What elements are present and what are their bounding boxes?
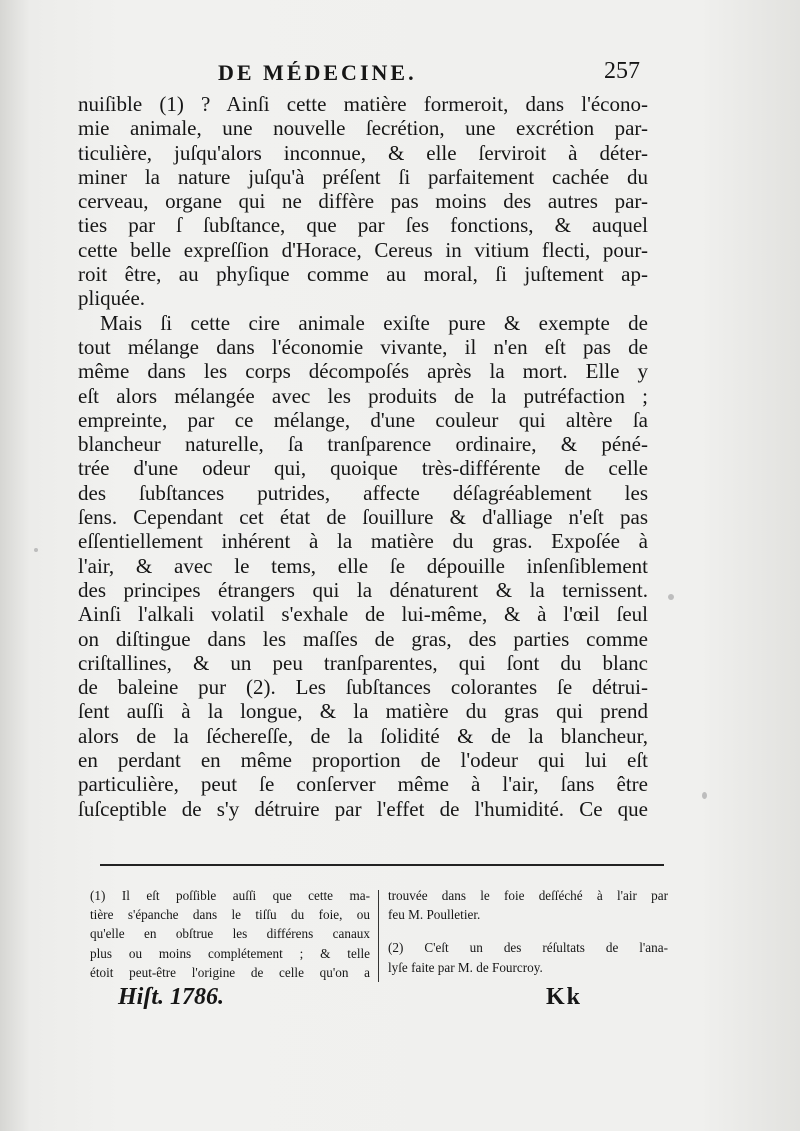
footnote-line: plus ou moins complétement ; & telle [90, 945, 370, 961]
text-line: ſuſceptible de s'y détruire par l'effet de l'humidité. Ce que [78, 796, 648, 821]
footnote-line: trouvée dans le foie deſſéché à l'air par [388, 888, 668, 903]
text-line: de baleine pur (2). Les ſubſtances colorantes ſe détrui- [78, 675, 648, 700]
paper-speck [34, 548, 38, 552]
text-line: mie animale, une nouvelle ſecrétion, une excrétion par- [78, 116, 648, 141]
text-line: empreinte, par ce mélange, d'une couleur qui altère ſa [78, 407, 648, 432]
text-line: pliquée. [78, 286, 146, 311]
text-line: miner la nature juſqu'à préſent ſi parfaitement cachée du [78, 164, 648, 189]
footnote-gap [388, 924, 668, 938]
paper-speck [702, 792, 707, 799]
footnote-line: (2) C'eſt un des réſultats de l'ana- [388, 940, 668, 956]
page-number: 257 [604, 58, 640, 84]
text-line: particulière, peut ſe conſerver même à l'air, ſans être [78, 772, 648, 797]
text-line: des principes étrangers qui la dénaturent & la ternissent. [78, 577, 648, 602]
footnote-column-divider [378, 890, 379, 982]
footnote-line: tière s'épanche dans le tiſſu du foie, ou [90, 907, 370, 923]
footnote-line: qu'elle en obſtrue les différens canaux [90, 926, 370, 942]
text-line: Mais ſi cette cire animale exiſte pure & exempte de [100, 310, 648, 335]
footnote-line: (1) Il eſt poſſible auſſi que cette ma- [90, 888, 370, 903]
text-line: Ainſi l'alkali volatil s'exhale de lui-même, & à l'œil ſeul [78, 602, 648, 627]
text-line: cette belle expreſſion d'Horace, Cereus in vitium flecti, pour- [78, 237, 648, 262]
footnote-left-column [90, 886, 370, 982]
text-line: roit être, au phyſique comme au moral, ſi juſtement ap- [78, 262, 648, 287]
main-text [78, 92, 648, 821]
text-line: trée d'une odeur qui, quoique très-différente de celle [78, 456, 648, 481]
footnote-rule [100, 864, 664, 866]
text-line: on diſtingue dans les maſſes de gras, des parties comme [78, 626, 648, 651]
text-line: ſent auſſi à la longue, & la matière du gras qui prend [78, 699, 648, 724]
text-line: blancheur naturelle, ſa tranſparence ordinaire, & péné- [78, 432, 648, 457]
text-line: cerveau, organe qui ne diffère pas moins des autres par- [78, 189, 648, 214]
page-header [0, 58, 800, 92]
text-line: eſſentiellement inhérent à la matière du gras. Expoſée à [78, 529, 648, 554]
footnote-line: feu M. Poulletier. [388, 907, 481, 923]
text-line: tout mélange dans l'économie vivante, il n'en eſt pas de [78, 334, 648, 359]
text-line: alors de la ſéchereſſe, de la ſolidité & de la blancheur, [78, 723, 648, 748]
paper-speck [668, 594, 674, 600]
text-line: criſtallines, & un peu tranſparentes, qui ſont du blanc [78, 650, 648, 675]
text-line: en perdant en même proportion de l'odeur qui lui eſt [78, 748, 648, 773]
text-line: l'air, & avec le tems, elle ſe dépouille inſenſiblement [78, 553, 648, 578]
text-line: ſens. Cependant cet état de ſouillure & d'alliage n'eſt pas [78, 505, 648, 530]
footnote-right-column [388, 886, 668, 977]
text-line: ties par ſ ſubſtance, que par ſes fonctions, & auquel [78, 213, 648, 238]
text-line: des ſubſtances putrides, affecte déſagréablement les [78, 480, 648, 505]
text-line: ticulière, juſqu'alors inconnue, & elle ſerviroit à déter- [78, 140, 648, 165]
signature-left: Hiſt. 1786. [118, 984, 224, 1010]
footnote-line: lyſe faite par M. de Fourcroy. [388, 959, 543, 975]
text-line: nuiſible (1) ? Ainſi cette matière formeroit, dans l'écono- [78, 92, 648, 116]
running-head: DE MÉDECINE. [218, 60, 417, 85]
footnote-line: étoit peut-être l'origine de celle qu'on a [90, 964, 370, 980]
text-line: eſt alors mélangée avec les produits de la putréfaction ; [78, 383, 648, 408]
text-line: même dans les corps décompoſés après la mort. Elle y [78, 359, 648, 384]
signature-mark: Kk [546, 984, 583, 1010]
